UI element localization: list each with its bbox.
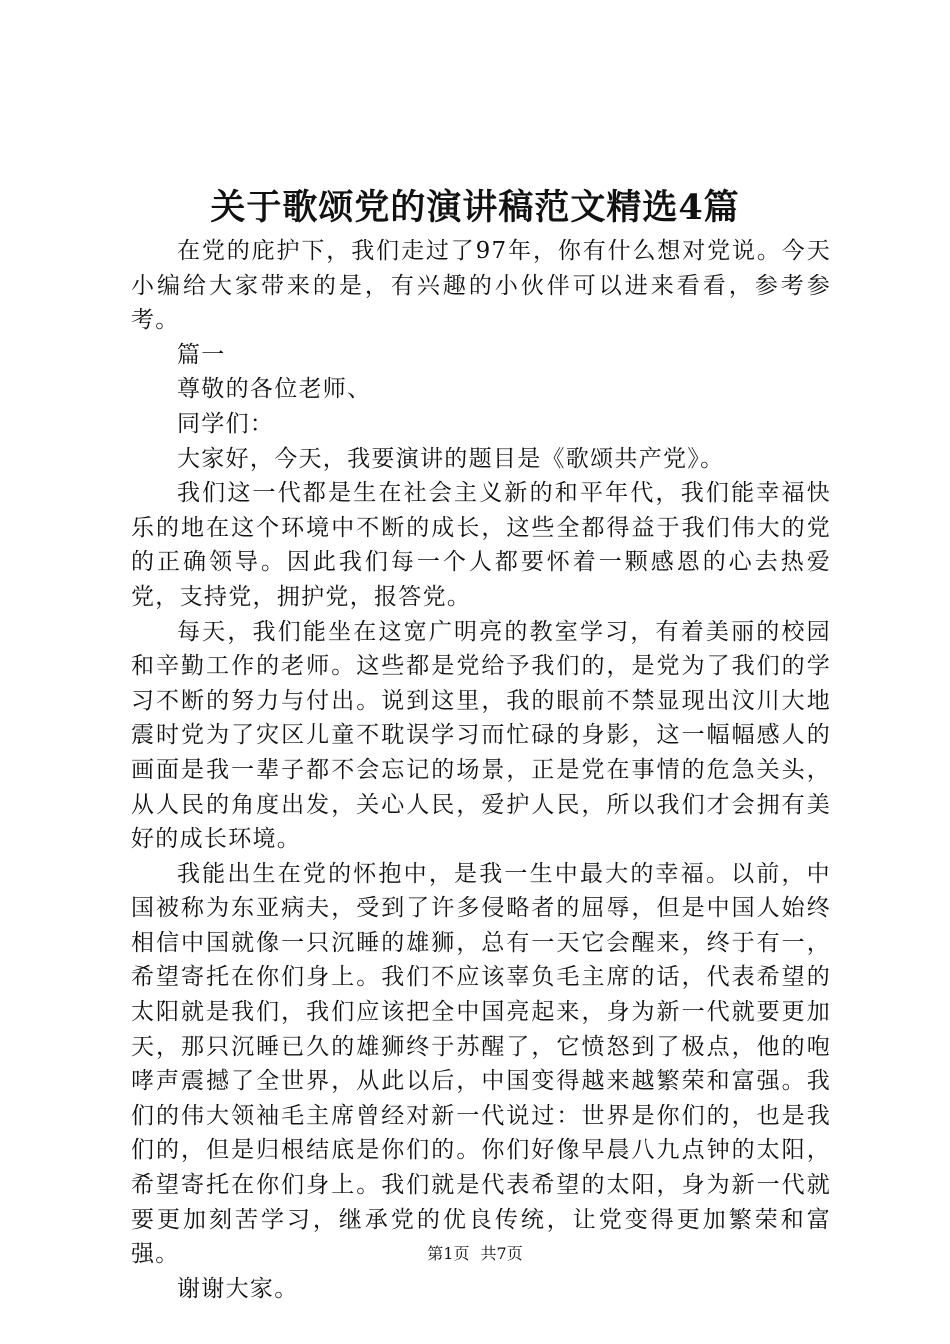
page-footer bbox=[0, 1242, 950, 1266]
paragraph-closing: 谢谢大家。 bbox=[177, 1275, 299, 1302]
document-title: 关于歌颂党的演讲稿范文精选4篇 bbox=[210, 187, 740, 228]
page-number: 第1页 bbox=[427, 1244, 470, 1263]
paragraph-intro: 在党的庇护下，我们走过了97年，你有什么想对党说。今天小编给大家带来的是，有兴趣的小伙伴可以进来看看，参考参考。 bbox=[131, 238, 831, 334]
paragraph-salutation-students: 同学们： bbox=[177, 410, 275, 437]
paragraph-body-1: 我们这一代都是生在社会主义新的和平年代，我们能幸福快乐的地在这个环境中不断的成长，这些全都得益于我们伟大的党的正确领导。因此我们每一个人都要怀着一颗感恩的心去热爱党，支持党，拥护党，报答党。 bbox=[131, 480, 831, 610]
page-total: 共7页 bbox=[480, 1244, 523, 1263]
paragraph-salutation-teachers: 尊敬的各位老师、 bbox=[177, 376, 372, 403]
paragraph-greeting: 大家好，今天，我要演讲的题目是《歌颂共产党》。 bbox=[177, 445, 725, 472]
paragraph-section-heading: 篇一 bbox=[177, 341, 226, 368]
paragraph-body-3: 我能出生在党的怀抱中，是我一生中最大的幸福。以前，中国被称为东亚病夫，受到了许多侵略者的屈辱，但是中国人始终相信中国就像一只沉睡的雄狮，总有一天它会醒来，终于有一，希望寄托在你们身上。我们不应该辜负毛主席的话，代表希望的太阳就是我们，我们应该把全中国亮起来，身为新一代就要更加天，那只沉睡已久的雄狮终于苏醒了，它愤怒到了极点，他的咆哮声震撼了全世界，从此以后，中国变得越来越繁荣和富强。我们的伟大领袖毛主席曾经对新一代说过：世界是你们的，也是我们的，但是归根结底是你们的。你们好像早晨八九点钟的太阳，希望寄托在你们身上。我们就是代表希望的太阳，身为新一代就要更加刻苦学习，继承党的优良传统，让党变得更加繁荣和富强。 bbox=[131, 860, 831, 1268]
document-body bbox=[131, 234, 831, 1306]
paragraph-body-2: 每天，我们能坐在这宽广明亮的教室学习，有着美丽的校园和辛勤工作的老师。这些都是党给予我们的，是党为了我们的学习不断的努力与付出。说到这里，我的眼前不禁显现出汶川大地震时党为了灾区儿童不耽误学习而忙碌的身影，这一幅幅感人的画面是我一辈子都不会忘记的场景，正是党在事情的危急关头，从人民的角度出发，关心人民，爱护人民，所以我们才会拥有美好的成长环境。 bbox=[131, 618, 831, 853]
